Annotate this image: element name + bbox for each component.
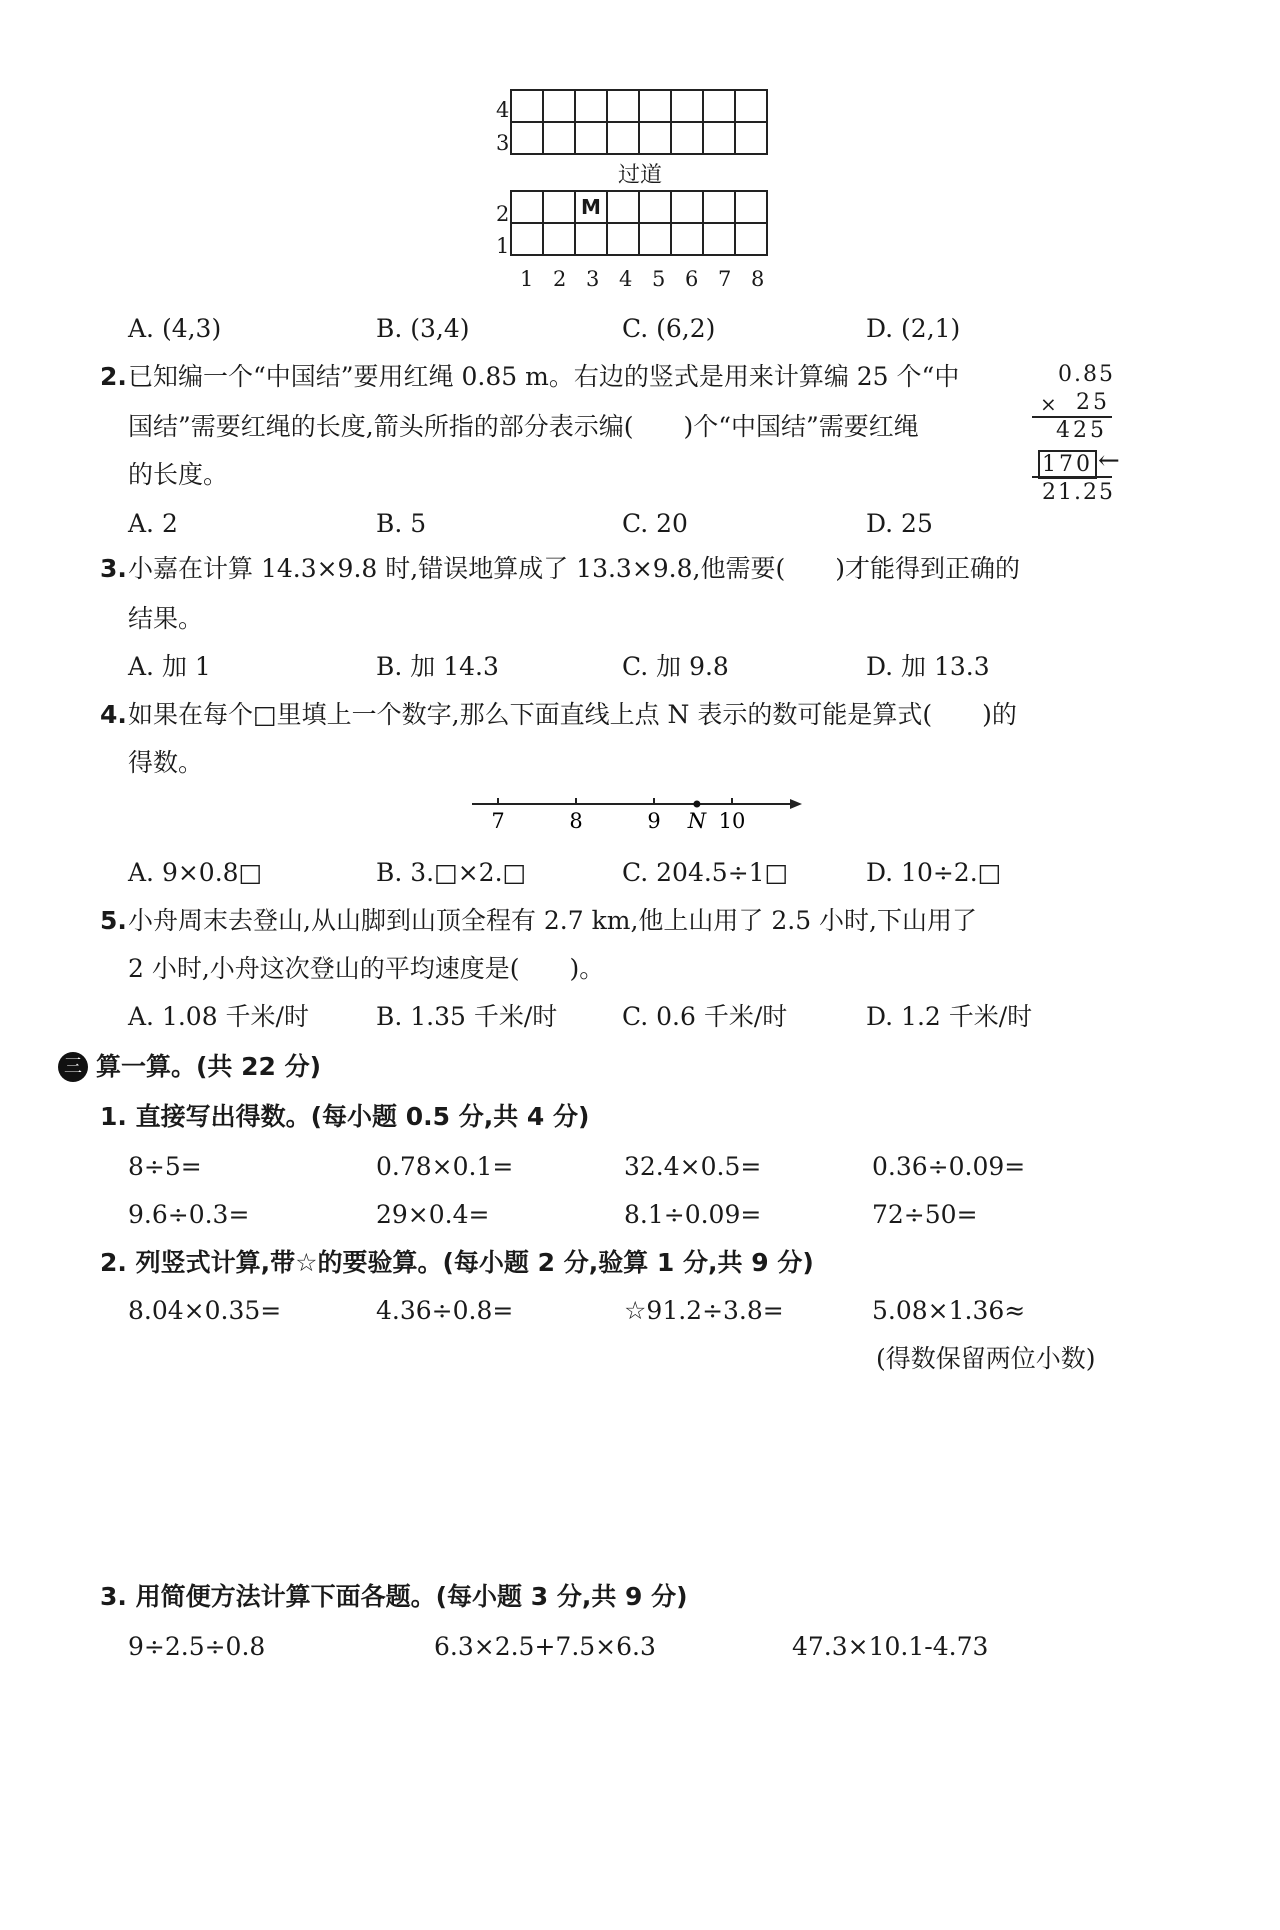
calc-item: 8÷5= [128, 1152, 202, 1181]
section-number-icon: 三 [58, 1052, 88, 1082]
row-label: 2 [496, 202, 510, 226]
multiplicand: 0.85 [1058, 362, 1115, 387]
option-a[interactable]: A. 加 1 [128, 652, 211, 681]
option-c[interactable]: C. 加 9.8 [622, 652, 729, 681]
question-text: 小嘉在计算 14.3×9.8 时,错误地算成了 13.3×9.8,他需要( )才能得到正确的 [128, 554, 1020, 583]
number-line-arrow-icon [790, 799, 802, 809]
point-n-label: N [687, 809, 707, 833]
partial-product: 425 [1056, 418, 1107, 443]
question-text: 2 小时,小舟这次登山的平均速度是( )。 [128, 954, 605, 983]
multiplier: 25 [1076, 390, 1110, 415]
calc-item: 0.36÷0.09= [872, 1152, 1026, 1181]
column-label: 4 [619, 267, 633, 291]
part-title: 2. 列竖式计算,带☆的要验算。(每小题 2 分,验算 1 分,共 9 分) [100, 1248, 814, 1277]
question-text: 国结”需要红绳的长度,箭头所指的部分表示编( )个“中国结”需要红绳 [128, 412, 919, 441]
option-c[interactable]: C. (6,2) [622, 314, 716, 343]
option-b[interactable]: B. 加 14.3 [376, 652, 499, 681]
point-n [693, 801, 700, 808]
rounding-note: (得数保留两位小数) [876, 1344, 1096, 1373]
number-line-tick-label: 7 [491, 809, 505, 833]
calc-item: 6.3×2.5+7.5×6.3 [434, 1632, 656, 1661]
calc-item: ☆91.2÷3.8= [624, 1296, 784, 1325]
calc-item: 8.1÷0.09= [624, 1200, 762, 1229]
option-d[interactable]: D. (2,1) [866, 314, 961, 343]
calc-item: 9÷2.5÷0.8 [128, 1632, 266, 1661]
option-d[interactable]: D. 加 13.3 [866, 652, 990, 681]
number-line-tick-label: 9 [647, 809, 661, 833]
partial-product-boxed: 170 [1038, 450, 1097, 479]
column-label: 1 [520, 267, 534, 291]
aisle-label: 过道 [618, 163, 663, 188]
option-c[interactable]: C. 20 [622, 509, 688, 538]
option-b[interactable]: B. 5 [376, 509, 427, 538]
row-label: 1 [496, 234, 510, 258]
option-a[interactable]: A. 1.08 千米/时 [128, 1002, 309, 1031]
calc-item: 4.36÷0.8= [376, 1296, 514, 1325]
column-label: 6 [685, 267, 699, 291]
section-title: 算一算。(共 22 分) [96, 1052, 322, 1081]
result: 21.25 [1042, 480, 1115, 505]
calc-item: 5.08×1.36≈ [872, 1296, 1026, 1325]
question-text: 如果在每个□里填上一个数字,那么下面直线上点 N 表示的数可能是算式( )的 [128, 700, 1017, 729]
arrow-icon: ← [1098, 446, 1120, 476]
part-title: 3. 用简便方法计算下面各题。(每小题 3 分,共 9 分) [100, 1582, 688, 1611]
seat-marker-m: M [575, 191, 607, 223]
question-number: 2. [100, 362, 127, 391]
question-text: 的长度。 [128, 460, 229, 489]
question-text: 小舟周末去登山,从山脚到山顶全程有 2.7 km,他上山用了 2.5 小时,下山用了 [128, 906, 978, 935]
question-number: 4. [100, 700, 127, 729]
calc-item: 32.4×0.5= [624, 1152, 762, 1181]
number-line [470, 790, 810, 840]
option-b[interactable]: B. (3,4) [376, 314, 470, 343]
calc-item: 47.3×10.1-4.73 [792, 1632, 989, 1661]
option-d[interactable]: D. 25 [866, 509, 933, 538]
option-c[interactable]: C. 0.6 千米/时 [622, 1002, 788, 1031]
column-label: 7 [718, 267, 732, 291]
number-line-tick-label: 8 [569, 809, 583, 833]
option-b[interactable]: B. 1.35 千米/时 [376, 1002, 558, 1031]
question-text: 结果。 [128, 604, 204, 633]
question-number: 3. [100, 554, 127, 583]
option-c[interactable]: C. 204.5÷1□ [622, 858, 789, 887]
option-d[interactable]: D. 1.2 千米/时 [866, 1002, 1033, 1031]
times-sign: × [1040, 392, 1057, 416]
row-label: 4 [496, 98, 510, 122]
column-label: 3 [586, 267, 600, 291]
row-label: 3 [496, 131, 510, 155]
option-b[interactable]: B. 3.□×2.□ [376, 858, 527, 887]
rule [1032, 476, 1112, 478]
option-a[interactable]: A. (4,3) [128, 314, 222, 343]
seat-grid-bottom [510, 190, 768, 256]
option-a[interactable]: A. 9×0.8□ [128, 858, 263, 887]
calc-item: 0.78×0.1= [376, 1152, 514, 1181]
question-text: 已知编一个“中国结”要用红绳 0.85 m。右边的竖式是用来计算编 25 个“中 [128, 362, 960, 391]
part-title: 1. 直接写出得数。(每小题 0.5 分,共 4 分) [100, 1102, 590, 1131]
question-text: 得数。 [128, 748, 204, 777]
number-line-tick-label: 10 [718, 809, 746, 833]
seat-grid-top [510, 89, 768, 155]
column-label: 5 [652, 267, 666, 291]
question-number: 5. [100, 906, 127, 935]
column-label: 2 [553, 267, 567, 291]
column-label: 8 [751, 267, 765, 291]
calc-item: 72÷50= [872, 1200, 978, 1229]
calc-item: 9.6÷0.3= [128, 1200, 250, 1229]
calc-item: 8.04×0.35= [128, 1296, 282, 1325]
option-a[interactable]: A. 2 [128, 509, 178, 538]
option-d[interactable]: D. 10÷2.□ [866, 858, 1002, 887]
calc-item: 29×0.4= [376, 1200, 490, 1229]
